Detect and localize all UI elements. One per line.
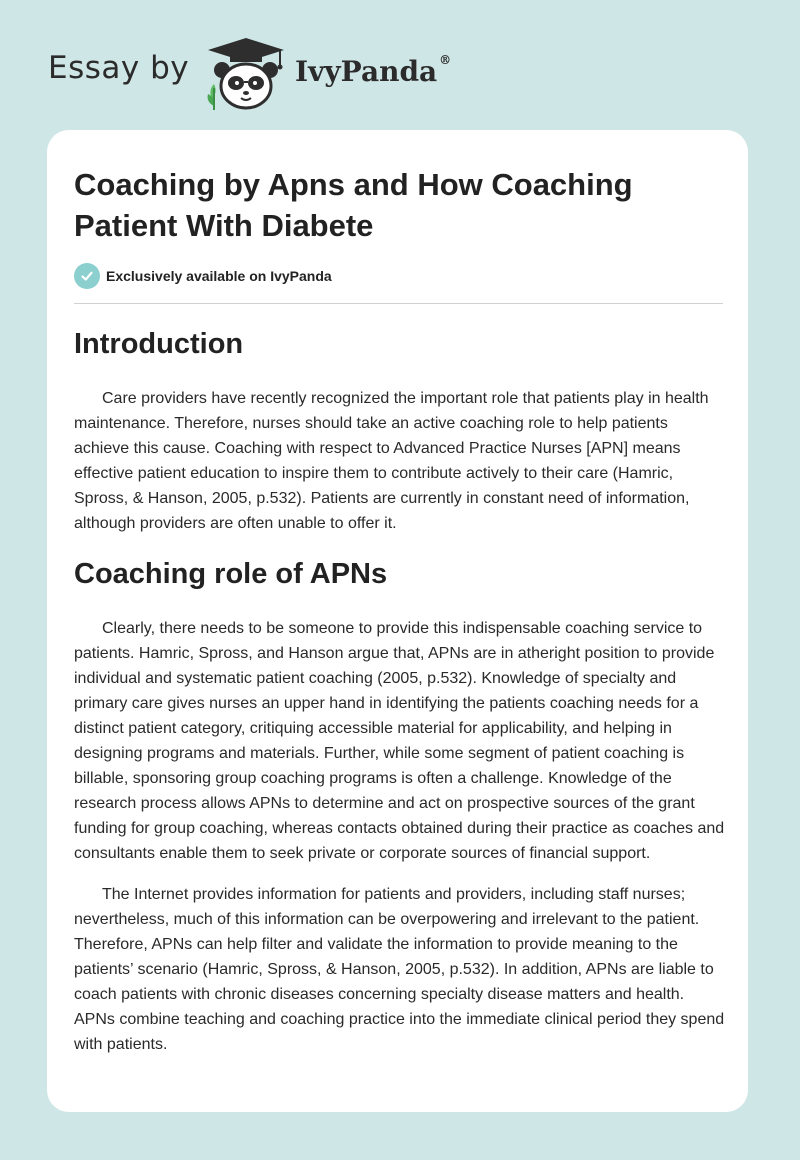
section-heading-introduction: Introduction: [74, 328, 244, 360]
essay-title: Coaching by Apns and How Coaching Patient With Diabete: [74, 167, 633, 243]
paragraph: Care providers have recently recognized the important role that patients play in health maintenance. Therefore, nurses should take an active coaching role to help patients achieve this cause. Coaching with respect to Advanced Practice Nurses [APN] means effective patient education to inspire them to contribute actively to their care (Hamric, Spross, & Hanson, 2005, p.532). Patients are currently in constant need of information, although providers are often unable to offer it.: [74, 390, 709, 532]
essay-card: [47, 130, 748, 1112]
brand-name: IvyPanda: [295, 55, 438, 88]
paragraph: The Internet provides information for patients and providers, including staff nurses; nevertheless, much of this information can be overpowering and irrelevant to the patient. Therefore, APNs can help filter and validate the information to provide meaning to the patients’ scenario (Hamric, Spross, & Hanson, 2005, p.532). In addition, APNs are liable to coach patients with chronic diseases concerning specialty disease matters and health. APNs combine teaching and coaching practice into the immediate clinical period they spend with patients.: [74, 886, 725, 1053]
section-heading-coaching-role: Coaching role of APNs: [74, 558, 388, 590]
brand-logo-text[interactable]: [295, 55, 451, 88]
site-header: [0, 0, 800, 120]
panda-graduate-icon[interactable]: [200, 36, 292, 112]
title-divider: [74, 303, 723, 304]
paragraph: Clearly, there needs to be someone to provide this indispensable coaching service to patients. Hamric, Spross, and Hanson argue that, APNs are in atheright position to provide individual and systematic patient coaching (2005, p.532). Knowledge of specialty and primary care gives nurses an upper hand in identifying the patients coaching needs for a distinct patient category, critiquing accessible material for applicability, and helping in designing programs and materials. Further, while some segment of patient coaching is billable, sponsoring group coaching programs is often a challenge. Knowledge of the research process allows APNs to determine and act on prospective sources of the grant funding for group coaching, whereas contacts obtained during their practice as coaches and consultants enable them to seek private or corporate sources of financial support.: [74, 620, 725, 862]
exclusive-badge: [74, 263, 332, 289]
exclusive-badge-text: Exclusively available on IvyPanda: [106, 268, 332, 284]
essay-by-label: Essay by: [48, 50, 190, 86]
essay-body: [74, 322, 726, 1057]
check-circle-icon: [74, 263, 100, 289]
registered-mark: ®: [439, 53, 452, 67]
